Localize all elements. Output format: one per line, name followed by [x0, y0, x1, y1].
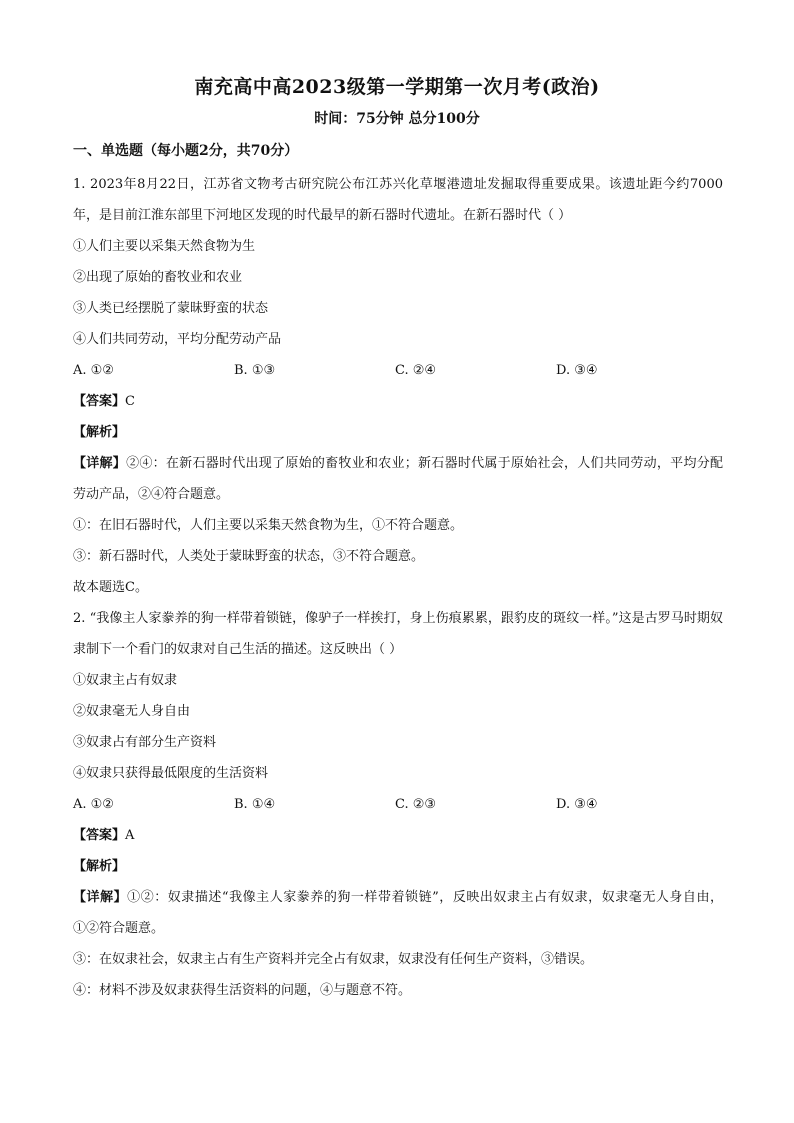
detail-label: 【详解】	[73, 456, 127, 471]
question-1	[73, 169, 723, 603]
answer-label: 【答案】	[73, 828, 126, 843]
answer-options	[73, 789, 723, 820]
question-2	[73, 603, 723, 1006]
answer-value: C	[125, 394, 135, 409]
option-a: A. ①②	[73, 797, 114, 812]
detail-text: ②④：在新石器时代出现了原始的畜牧业和农业；新石器时代属于原始社会，人们共同劳动，平均分配劳动产品，②④符合题意。	[73, 456, 723, 502]
question-item: ①奴隶主占有奴隶	[73, 673, 178, 688]
option-b: B. ①③	[234, 363, 276, 378]
detail-paragraph	[73, 882, 723, 944]
question-item: ④奴隶只获得最低限度的生活资料	[73, 766, 269, 781]
answer-label: 【答案】	[73, 394, 126, 409]
question-stem: 2. “我像主人家豢养的狗一样带着锁链，像驴子一样挨打，身上伤痕累累，跟豹皮的斑纹一样。”这是古罗马时期奴隶制下一个看门的奴隶对自己生活的描述。这反映出（ ）	[73, 611, 723, 657]
section-title: 一、单选题（每小题2分，共70分）	[73, 143, 299, 159]
option-c: C. ②③	[395, 797, 437, 812]
analysis-conclusion: 故本题选C。	[73, 580, 148, 595]
option-d: D. ③④	[556, 797, 598, 812]
question-item: ②奴隶毫无人身自由	[73, 704, 191, 719]
option-a: A. ①②	[73, 363, 114, 378]
option-d: D. ③④	[556, 363, 598, 378]
question-item: ②出现了原始的畜牧业和农业	[73, 270, 243, 285]
page-title: 南充高中高2023级第一学期第一次月考(政治)	[194, 76, 600, 98]
question-item: ④人们共同劳动，平均分配劳动产品	[73, 332, 282, 347]
page-subtitle: 时间：75分钟 总分100分	[314, 111, 480, 127]
detail-paragraph	[73, 448, 723, 510]
detail-text: ①②：奴隶描述“我像主人家豢养的狗一样带着锁链”，反映出奴隶主占有奴隶，奴隶毫无人身自由，①②符合题意。	[73, 890, 723, 936]
analysis-label: 【解析】	[73, 425, 126, 440]
question-stem: 1. 2023年8月22日，江苏省文物考古研究院公布江苏兴化草堰港遗址发掘取得重要成果。该遗址距今约7000年，是目前江淮东部里下河地区发现的时代最早的新石器时代遗址。在新石器时代（ ）	[73, 177, 723, 223]
analysis-note: ③：在奴隶社会，奴隶主占有生产资料并完全占有奴隶，奴隶没有任何生产资料，③错误。	[73, 952, 594, 967]
option-c: C. ②④	[395, 363, 437, 378]
question-item: ①人们主要以采集天然食物为生	[73, 239, 256, 254]
question-item: ③人类已经摆脱了蒙昧野蛮的状态	[73, 301, 269, 316]
answer-line	[73, 386, 723, 417]
answer-value: A	[125, 828, 135, 843]
analysis-note: ④：材料不涉及奴隶获得生活资料的问题，④与题意不符。	[73, 983, 412, 998]
analysis-label: 【解析】	[73, 859, 126, 874]
question-list	[73, 169, 723, 1006]
answer-options	[73, 355, 723, 386]
answer-line	[73, 820, 723, 851]
analysis-note: ③：新石器时代，人类处于蒙昧野蛮的状态，③不符合题意。	[73, 549, 425, 564]
detail-label: 【详解】	[73, 890, 128, 905]
analysis-note: ①：在旧石器时代，人们主要以采集天然食物为生，①不符合题意。	[73, 518, 464, 533]
question-item: ③奴隶占有部分生产资料	[73, 735, 217, 750]
option-b: B. ①④	[234, 797, 276, 812]
